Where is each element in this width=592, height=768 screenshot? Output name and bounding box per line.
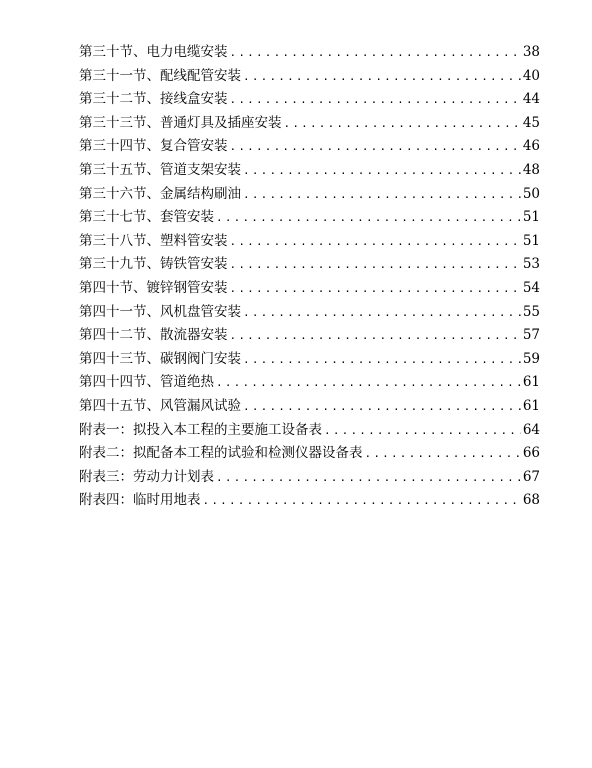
- toc-entry-page: 46: [522, 138, 540, 155]
- table-of-contents: [79, 41, 540, 513]
- toc-dot-leader: [216, 206, 521, 230]
- toc-entry-page: 55: [522, 303, 540, 320]
- toc-entry-title: 第三十九节、铸铁管安装: [79, 256, 228, 273]
- toc-entry[interactable]: [79, 324, 540, 348]
- toc-dot-leader: [216, 466, 521, 490]
- toc-dot-leader: [230, 324, 521, 348]
- toc-entry-title: 附表四：临时用地表: [79, 492, 201, 509]
- toc-entry-page: 51: [522, 232, 540, 249]
- toc-entry[interactable]: [79, 466, 540, 490]
- toc-entry-title: 第三十八节、塑料管安装: [79, 232, 228, 249]
- toc-entry-title: 第三十三节、普通灯具及插座安装: [79, 114, 282, 131]
- toc-dot-leader: [243, 301, 521, 325]
- toc-entry-title: 第四十三节、碳钢阀门安装: [79, 350, 241, 367]
- toc-entry-title: 第四十二节、散流器安装: [79, 327, 228, 344]
- toc-entry-page: 59: [522, 350, 540, 367]
- toc-entry-page: 67: [522, 468, 540, 485]
- toc-entry[interactable]: [79, 489, 540, 513]
- toc-dot-leader: [203, 489, 521, 513]
- toc-entry-page: 51: [522, 209, 540, 226]
- toc-entry[interactable]: [79, 88, 540, 112]
- toc-entry-page: 44: [522, 91, 540, 108]
- toc-dot-leader: [324, 419, 521, 443]
- toc-entry-page: 40: [522, 67, 540, 84]
- toc-entry-page: 50: [522, 185, 540, 202]
- toc-entry-page: 45: [522, 114, 540, 131]
- toc-entry-page: 57: [522, 327, 540, 344]
- toc-entry[interactable]: [79, 419, 540, 443]
- toc-entry[interactable]: [79, 395, 540, 419]
- toc-dot-leader: [243, 65, 521, 89]
- toc-dot-leader: [243, 159, 521, 183]
- toc-entry[interactable]: [79, 135, 540, 159]
- toc-entry[interactable]: [79, 206, 540, 230]
- toc-entry[interactable]: [79, 159, 540, 183]
- toc-entry-title: 第三十五节、管道支架安装: [79, 161, 241, 178]
- toc-entry-title: 附表三：劳动力计划表: [79, 468, 214, 485]
- toc-entry[interactable]: [79, 253, 540, 277]
- toc-entry-title: 附表二：拟配备本工程的试验和检测仪器设备表: [79, 445, 363, 462]
- toc-entry-title: 第三十四节、复合管安装: [79, 138, 228, 155]
- toc-entry-page: 61: [522, 374, 540, 391]
- toc-entry-page: 38: [522, 44, 540, 60]
- toc-entry-title: 第四十节、镀锌钢管安装: [79, 279, 228, 296]
- toc-entry[interactable]: [79, 348, 540, 372]
- toc-dot-leader: [243, 395, 521, 419]
- toc-dot-leader: [230, 41, 521, 65]
- toc-entry-title: 第四十五节、风管漏风试验: [79, 397, 241, 414]
- toc-dot-leader: [284, 112, 521, 136]
- toc-entry-title: 第三十七节、套管安装: [79, 209, 214, 226]
- toc-entry-title: 第三十二节、接线盒安装: [79, 91, 228, 108]
- toc-entry[interactable]: [79, 112, 540, 136]
- toc-entry-page: 53: [522, 256, 540, 273]
- toc-dot-leader: [230, 277, 521, 301]
- toc-entry-page: 68: [522, 492, 540, 509]
- toc-dot-leader: [365, 442, 521, 466]
- toc-dot-leader: [243, 183, 521, 207]
- toc-entry[interactable]: [79, 65, 540, 89]
- toc-dot-leader: [216, 371, 521, 395]
- toc-entry[interactable]: [79, 277, 540, 301]
- toc-entry[interactable]: [79, 442, 540, 466]
- toc-entry-page: 66: [522, 445, 540, 462]
- toc-dot-leader: [243, 348, 521, 372]
- toc-entry-title: 附表一：拟投入本工程的主要施工设备表: [79, 421, 322, 438]
- toc-entry-page: 48: [522, 161, 540, 178]
- toc-entry-title: 第四十一节、风机盘管安装: [79, 303, 241, 320]
- toc-entry[interactable]: [79, 301, 540, 325]
- toc-entry-title: 第三十节、电力电缆安装: [79, 44, 228, 60]
- toc-entry-page: 54: [522, 279, 540, 296]
- toc-entry-page: 61: [522, 397, 540, 414]
- toc-entry-title: 第三十六节、金属结构刷油: [79, 185, 241, 202]
- toc-entry[interactable]: [79, 183, 540, 207]
- toc-dot-leader: [230, 135, 521, 159]
- toc-entry[interactable]: [79, 41, 540, 65]
- toc-dot-leader: [230, 253, 521, 277]
- toc-entry[interactable]: [79, 371, 540, 395]
- toc-entry[interactable]: [79, 230, 540, 254]
- toc-entry-page: 64: [522, 421, 540, 438]
- toc-dot-leader: [230, 88, 521, 112]
- toc-entry-title: 第三十一节、配线配管安装: [79, 67, 241, 84]
- toc-dot-leader: [230, 230, 521, 254]
- toc-entry-title: 第四十四节、管道绝热: [79, 374, 214, 391]
